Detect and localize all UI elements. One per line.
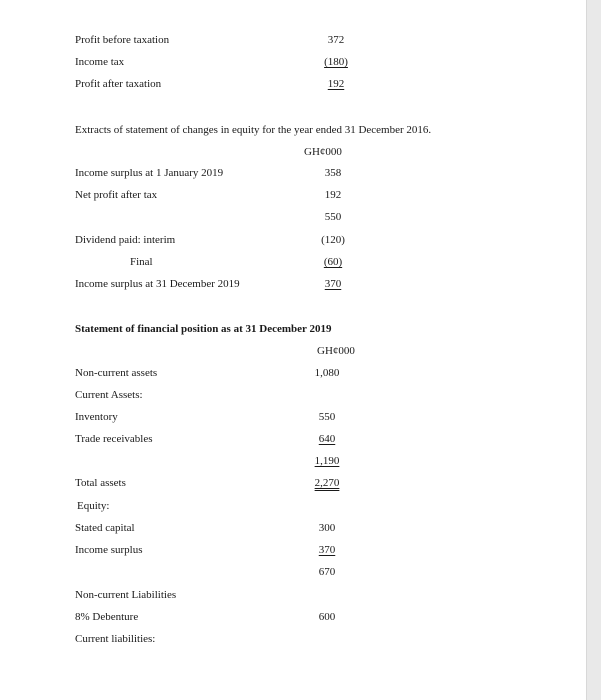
- non-current-assets-label: Non-current assets: [75, 367, 158, 379]
- debenture-label: 8% Debenture: [75, 611, 139, 623]
- income-surplus-label: Income surplus: [75, 544, 143, 556]
- income-surplus-value: 370: [318, 544, 336, 556]
- dividend-final-label: Final: [130, 256, 153, 268]
- current-assets-total: 1,190: [314, 455, 340, 467]
- equity-total-value: 670: [318, 566, 336, 578]
- total-assets-label: Total assets: [75, 477, 126, 489]
- equity-changes-currency: GH¢000: [304, 146, 342, 158]
- viewer-gutter: [587, 0, 601, 700]
- income-tax-value: (180): [324, 56, 348, 68]
- financial-position-currency: GH¢000: [317, 345, 355, 357]
- closing-surplus-value: 370: [324, 278, 342, 290]
- current-assets-label: Current Assets:: [75, 389, 143, 401]
- financial-position-heading: Statement of financial position as at 31 December 2019: [75, 323, 332, 335]
- trade-receivables-value: 640: [318, 433, 336, 445]
- equity-subtotal-value: 550: [324, 211, 342, 223]
- non-current-liabilities-label: Non-current Liabilities: [75, 589, 177, 601]
- profit-after-tax-label: Profit after taxation: [75, 78, 162, 90]
- dividend-interim-value: (120): [321, 234, 345, 246]
- inventory-label: Inventory: [75, 411, 118, 423]
- dividend-interim-label: Dividend paid: interim: [75, 234, 176, 246]
- dividend-final-value: (60): [323, 256, 343, 268]
- income-tax-label: Income tax: [75, 56, 125, 68]
- closing-surplus-label: Income surplus at 31 December 2019: [75, 278, 240, 290]
- debenture-value: 600: [318, 611, 336, 623]
- net-profit-label: Net profit after tax: [75, 189, 158, 201]
- opening-surplus-label: Income surplus at 1 January 2019: [75, 167, 224, 179]
- profit-before-tax-value: 372: [327, 34, 345, 46]
- stated-capital-label: Stated capital: [75, 522, 135, 534]
- profit-before-tax-label: Profit before taxation: [75, 34, 170, 46]
- opening-surplus-value: 358: [324, 167, 342, 179]
- equity-label: Equity:: [77, 500, 110, 512]
- trade-receivables-label: Trade receivables: [75, 433, 153, 445]
- profit-after-tax-value: 192: [327, 78, 345, 90]
- total-assets-value: 2,270: [314, 477, 340, 489]
- net-profit-value: 192: [324, 189, 342, 201]
- stated-capital-value: 300: [318, 522, 336, 534]
- inventory-value: 550: [318, 411, 336, 423]
- non-current-assets-value: 1,080: [314, 367, 340, 379]
- current-liabilities-label: Current liabilities:: [75, 633, 156, 645]
- equity-changes-heading: Extracts of statement of changes in equity for the year ended 31 December 2016.: [75, 124, 432, 136]
